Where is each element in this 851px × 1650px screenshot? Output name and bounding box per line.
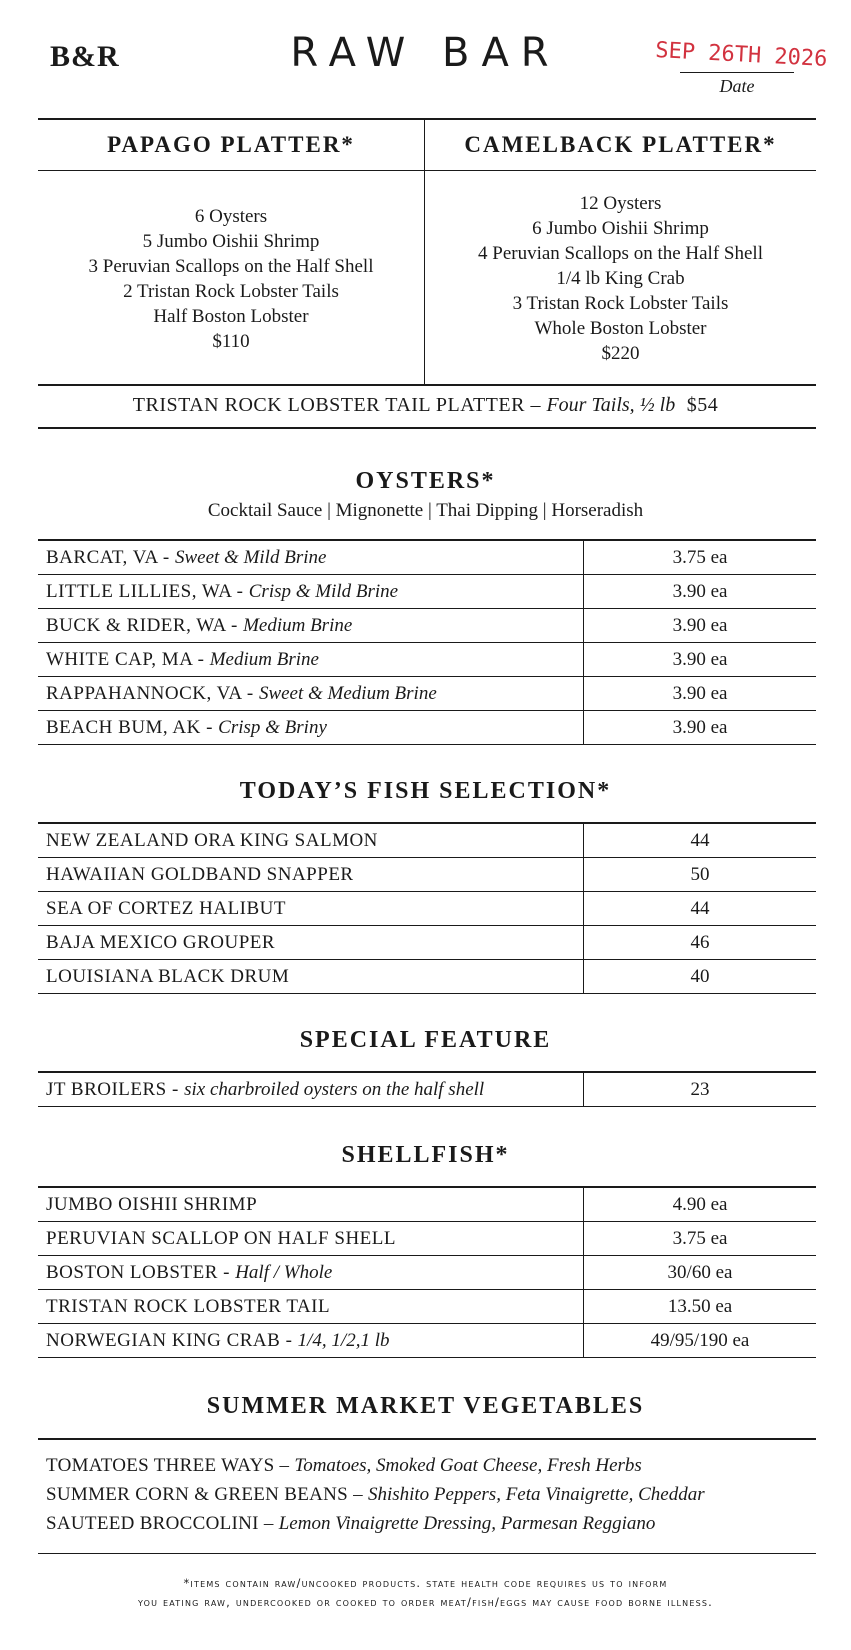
tristan-platter — [0, 394, 851, 417]
item-name: JUMBO OISHII SHRIMP — [38, 1187, 584, 1222]
table-row — [38, 1072, 816, 1107]
table-row — [38, 1324, 816, 1358]
platter-list-camelback — [425, 191, 816, 366]
platter-title-camelback: CAMELBACK PLATTER* — [464, 132, 777, 157]
logo: B&R — [50, 40, 120, 73]
platter-item: Half Boston Lobster — [153, 306, 309, 327]
item-price: 49/95/190 ea — [584, 1324, 817, 1358]
sauce-list: Cocktail Sauce | Mignonette | Thai Dipping | Horseradish — [207, 500, 644, 521]
item-price: 13.50 ea — [584, 1290, 817, 1324]
item-price: 40 — [584, 960, 817, 994]
table-row — [38, 1256, 816, 1290]
divider — [38, 1553, 816, 1554]
item-name: JT BROILERS - six charbroiled oysters on the half shell — [38, 1072, 584, 1107]
special-table — [38, 1071, 816, 1107]
shellfish-table — [38, 1186, 816, 1358]
table-row — [38, 1187, 816, 1222]
date-label: Date — [719, 76, 755, 96]
table-row — [38, 858, 816, 892]
table-row — [38, 643, 816, 677]
platter-item: 3 Tristan Rock Lobster Tails — [512, 293, 729, 314]
platter-item: 4 Peruvian Scallops on the Half Shell — [478, 243, 763, 264]
section-title-vegetables: SUMMER MARKET VEGETABLES — [206, 1393, 645, 1419]
table-row — [38, 1222, 816, 1256]
table-row — [38, 540, 816, 575]
table-row — [38, 677, 816, 711]
table-row — [38, 575, 816, 609]
section-title-special: SPECIAL FEATURE — [299, 1027, 552, 1053]
tristan-platter-price: $54 — [686, 394, 719, 416]
date-stamp: SEP 26TH 2026 — [654, 38, 828, 72]
platter-price: $110 — [212, 331, 250, 352]
table-row — [38, 823, 816, 858]
item-name: HAWAIIAN GOLDBAND SNAPPER — [38, 858, 584, 892]
item-price: 3.75 ea — [584, 1222, 817, 1256]
item-price: 3.90 ea — [584, 609, 817, 643]
tristan-platter-desc: Four Tails, ½ lb — [546, 394, 676, 416]
date-line — [680, 72, 794, 73]
divider — [38, 1438, 816, 1440]
item-price: 3.90 ea — [584, 711, 817, 745]
section-title-fish: TODAY’S FISH SELECTION* — [239, 778, 612, 804]
item-name: BUCK & RIDER, WA - Medium Brine — [38, 609, 584, 643]
platter-item: 6 Jumbo Oishii Shrimp — [532, 218, 709, 239]
fish-table — [38, 822, 816, 994]
item-name: BARCAT, VA - Sweet & Mild Brine — [38, 540, 584, 575]
item-name: NORWEGIAN KING CRAB - 1/4, 1/2,1 lb — [38, 1324, 584, 1358]
table-row — [38, 892, 816, 926]
table-row — [38, 711, 816, 745]
platter-item: Whole Boston Lobster — [534, 318, 707, 339]
platter-list-papago — [38, 204, 424, 354]
platter-item: 2 Tristan Rock Lobster Tails — [123, 281, 339, 302]
item-name: SEA OF CORTEZ HALIBUT — [38, 892, 584, 926]
item-name: WHITE CAP, MA - Medium Brine — [38, 643, 584, 677]
table-row — [38, 960, 816, 994]
table-row — [38, 1290, 816, 1324]
item-name: PERUVIAN SCALLOP ON HALF SHELL — [38, 1222, 584, 1256]
item-price: 4.90 ea — [584, 1187, 817, 1222]
divider — [38, 118, 816, 120]
platter-price: $220 — [601, 343, 640, 364]
item-name: BOSTON LOBSTER - Half / Whole — [38, 1256, 584, 1290]
item-price: 3.90 ea — [584, 575, 817, 609]
item-name: LITTLE LILLIES, WA - Crisp & Mild Brine — [38, 575, 584, 609]
item-price: 3.90 ea — [584, 643, 817, 677]
divider — [38, 170, 816, 171]
section-title-oysters: OYSTERS* — [355, 468, 496, 494]
item-price: 50 — [584, 858, 817, 892]
footnote-line: *items contain raw/uncooked products. state health code requires us to inform — [183, 1576, 668, 1590]
platter-item: 1/4 lb King Crab — [556, 268, 685, 289]
item-name: TRISTAN ROCK LOBSTER TAIL — [38, 1290, 584, 1324]
platter-item: 12 Oysters — [579, 193, 662, 214]
item-price: 46 — [584, 926, 817, 960]
table-row — [38, 609, 816, 643]
item-price: 44 — [584, 892, 817, 926]
veg-item: TOMATOES THREE WAYS – Tomatoes, Smoked Goat Cheese, Fresh Herbs — [46, 1455, 642, 1476]
item-price: 3.75 ea — [584, 540, 817, 575]
veg-item: SUMMER CORN & GREEN BEANS – Shishito Peppers, Feta Vinaigrette, Cheddar — [46, 1484, 705, 1505]
platter-item: 6 Oysters — [194, 206, 268, 227]
tristan-platter-name: TRISTAN ROCK LOBSTER TAIL PLATTER – — [132, 394, 541, 416]
item-name: LOUISIANA BLACK DRUM — [38, 960, 584, 994]
platter-title-papago: PAPAGO PLATTER* — [107, 132, 355, 157]
item-name: RAPPAHANNOCK, VA - Sweet & Medium Brine — [38, 677, 584, 711]
item-price: 30/60 ea — [584, 1256, 817, 1290]
divider — [38, 427, 816, 429]
oyster-table — [38, 539, 816, 745]
item-price: 44 — [584, 823, 817, 858]
veg-item: SAUTEED BROCCOLINI – Lemon Vinaigrette Dressing, Parmesan Reggiano — [46, 1513, 656, 1534]
item-name: BAJA MEXICO GROUPER — [38, 926, 584, 960]
item-name: BEACH BUM, AK - Crisp & Briny — [38, 711, 584, 745]
footnote-line: you eating raw, undercooked or cooked to order meat/fish/eggs may cause food borne illness. — [137, 1595, 714, 1609]
item-price: 23 — [584, 1072, 817, 1107]
section-title-shellfish: SHELLFISH* — [341, 1142, 510, 1168]
divider — [38, 384, 816, 386]
table-row — [38, 926, 816, 960]
item-name: NEW ZEALAND ORA KING SALMON — [38, 823, 584, 858]
platter-item: 3 Peruvian Scallops on the Half Shell — [88, 256, 374, 277]
item-price: 3.90 ea — [584, 677, 817, 711]
page-title: RAW BAR — [290, 30, 561, 76]
platter-item: 5 Jumbo Oishii Shrimp — [142, 231, 320, 252]
